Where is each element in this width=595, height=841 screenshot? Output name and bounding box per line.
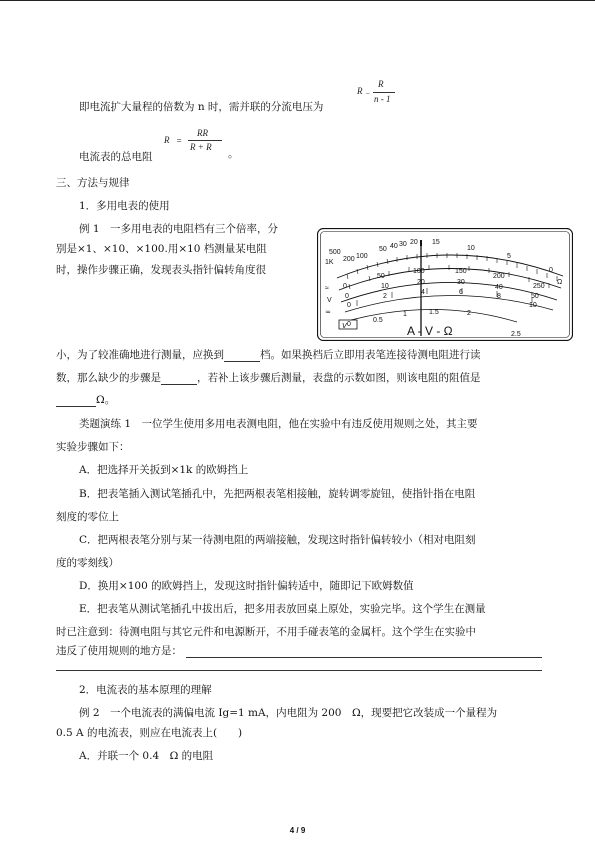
ohm-unit-symbol: Ω [557, 279, 563, 286]
dc-top-150: 150 [455, 268, 467, 275]
option-a: A．并联一个 0.4 Ω 的电阻 [79, 750, 214, 762]
example1-unit: Ω。 [96, 394, 116, 406]
dc-top-100: 100 [413, 268, 425, 275]
ohm-label-5: 5 [507, 253, 511, 260]
step-a: A．把选择开关扳到×1k 的欧姆挡上 [79, 464, 249, 476]
step-c-line-1: C．把两根表笔分别与某一待测电阻的两端接触，发现这时指针偏转较小（相对电阻刻 [79, 534, 476, 546]
dc-top-0: 0 [343, 283, 347, 290]
ohm-label-15: 15 [432, 239, 440, 246]
formula1-lhs: R [357, 86, 363, 96]
page-number: 4 / 9 [289, 826, 306, 835]
step-b-line-1: B．把表笔插入测试笔插孔中，先把两根表笔相接触，旋转调零旋钮，使指针指在电阻 [79, 488, 476, 500]
dc-top-250: 250 [533, 283, 545, 290]
dc-low-0: 0 [347, 302, 351, 309]
ac-label-1-5: 1.5 [429, 309, 439, 316]
example1-line-5 [56, 372, 481, 385]
answer-blank-resistance [56, 395, 96, 407]
example1-line-4 [56, 349, 481, 362]
multimeter-dial-figure [317, 228, 573, 341]
ohm-label-20: 20 [410, 239, 418, 246]
dc-top-50: 50 [377, 273, 385, 280]
left-mark-dc: ≂ [325, 309, 331, 316]
dc-mid-30: 30 [457, 279, 465, 286]
left-mark-v: V [327, 297, 332, 304]
text-line-2: 电流表的总电阻 [79, 151, 153, 163]
dc-low-4: 4 [421, 289, 425, 296]
example1-line-5b: ，若补上该步骤后测量，表盘的示数如图，则该电阻的阻值是 [197, 372, 481, 384]
practice1-line-1: 类题演练 1 一位学生使用多用电表测电阻，他在实验中有违反使用规则之处，其主要 [79, 418, 478, 430]
example1-line-1: 例 1 一多用电表的电阻档有三个倍率，分 [79, 223, 279, 235]
dc-mid-0: 0 [345, 293, 349, 300]
dc-mid-40: 40 [495, 284, 503, 291]
example1-line-3: 时，操作步骤正确，发现表头指针偏转角度很 [56, 264, 266, 276]
formula1-minus: – [366, 89, 370, 97]
ohm-label-40: 40 [390, 243, 398, 250]
page-top-rule [0, 0, 595, 1]
ohm-label-0: 0 [549, 267, 553, 274]
ac-label-0-5: 0.5 [373, 317, 383, 324]
formula1-denominator: n - 1 [374, 94, 391, 104]
answer-blank-range [224, 350, 260, 362]
dc-low-6: 6 [459, 289, 463, 296]
answer-line-1 [186, 657, 542, 658]
step-e-line-3: 违反了使用规则的地方是： [56, 645, 182, 657]
dc-top-200: 200 [493, 273, 505, 280]
answer-line-2 [56, 670, 542, 671]
ohm-label-10: 10 [467, 245, 475, 252]
step-c-line-2: 度的零刻线） [56, 557, 119, 569]
step-e-line-2: 时已注意到：待测电阻与其它元件和电源断开，不用手碰表笔的金属杆。这个学生在实验中 [56, 626, 476, 638]
example1-line-4a: 小，为了较准确地进行测量，应换到 [56, 349, 224, 361]
example1-line-4b: 档。如果换档后立即用表笔连接待测电阻进行读 [260, 349, 481, 361]
subsection-heading-1: 1．多用电表的使用 [79, 200, 170, 212]
dc-low-8: 8 [497, 293, 501, 300]
practice1-line-2: 实验步骤如下： [56, 441, 130, 453]
subsection-heading-2: 2．电流表的基本原理的理解 [79, 684, 212, 696]
ohm-label-30: 30 [399, 241, 407, 248]
example1-line-2: 别是×1、×10、×100.用×10 档测量某电阻 [56, 243, 267, 255]
dc-low-2: 2 [383, 293, 387, 300]
formula2-lhs: R [164, 135, 170, 145]
formula1-fraction-bar [373, 92, 395, 93]
ac-label-2-5: 2.5 [511, 331, 521, 338]
step-b-line-2: 刻度的零位上 [56, 511, 119, 523]
formula2-numerator: RR [197, 128, 208, 138]
formula1-numerator: R [378, 79, 384, 89]
example2-line-2: 0.5 A 的电流表，则应在电流表上( ) [56, 727, 243, 739]
text-line-1: 即电流扩大量程的倍数为 n 时，需并联的分流电压为 [79, 101, 324, 113]
formula2-fraction-bar [188, 140, 222, 141]
svg-text:V: V [342, 323, 347, 330]
dc-mid-10: 10 [381, 283, 389, 290]
section-heading: 三、方法与规律 [56, 177, 130, 189]
ac-label-0: 0 [347, 321, 351, 328]
example2-line-1: 例 2 一个电流表的满偏电流 Ig=1 mA，内电阻为 200 Ω，现要把它改装成一个量程为 [79, 707, 498, 719]
formula2-equals: = [176, 136, 183, 146]
ohm-label-500: 500 [329, 249, 341, 256]
ac-label-1: 1 [403, 311, 407, 318]
dc-low-10: 10 [529, 302, 537, 309]
ohm-label-50: 50 [379, 246, 387, 253]
dc-mid-20: 20 [417, 279, 425, 286]
left-mark-ac: ≈ [325, 285, 329, 292]
ohm-label-100: 100 [356, 253, 368, 260]
dc-mid-50: 50 [531, 293, 539, 300]
answer-blank-step [161, 373, 197, 385]
step-d: D．换用×100 的欧姆挡上，发现这时指针偏转适中，随即记下欧姆数值 [79, 580, 414, 592]
formula2-denominator: R + R [190, 142, 212, 152]
example1-line-5a: 数，那么缺少的步骤是 [56, 372, 161, 384]
step-e-line-1: E．把表笔从测试笔插孔中拔出后，把多用表放回桌上原处，实验完毕。这个学生在测量 [79, 603, 486, 615]
text-line-2-end: 。 [228, 148, 239, 160]
meter-brand-label: A - V - Ω [407, 324, 453, 338]
ohm-label-200: 200 [343, 256, 355, 263]
ac-label-2: 2 [467, 310, 471, 317]
example1-line-6 [56, 394, 115, 407]
ohm-label-1k: 1K [325, 259, 334, 266]
